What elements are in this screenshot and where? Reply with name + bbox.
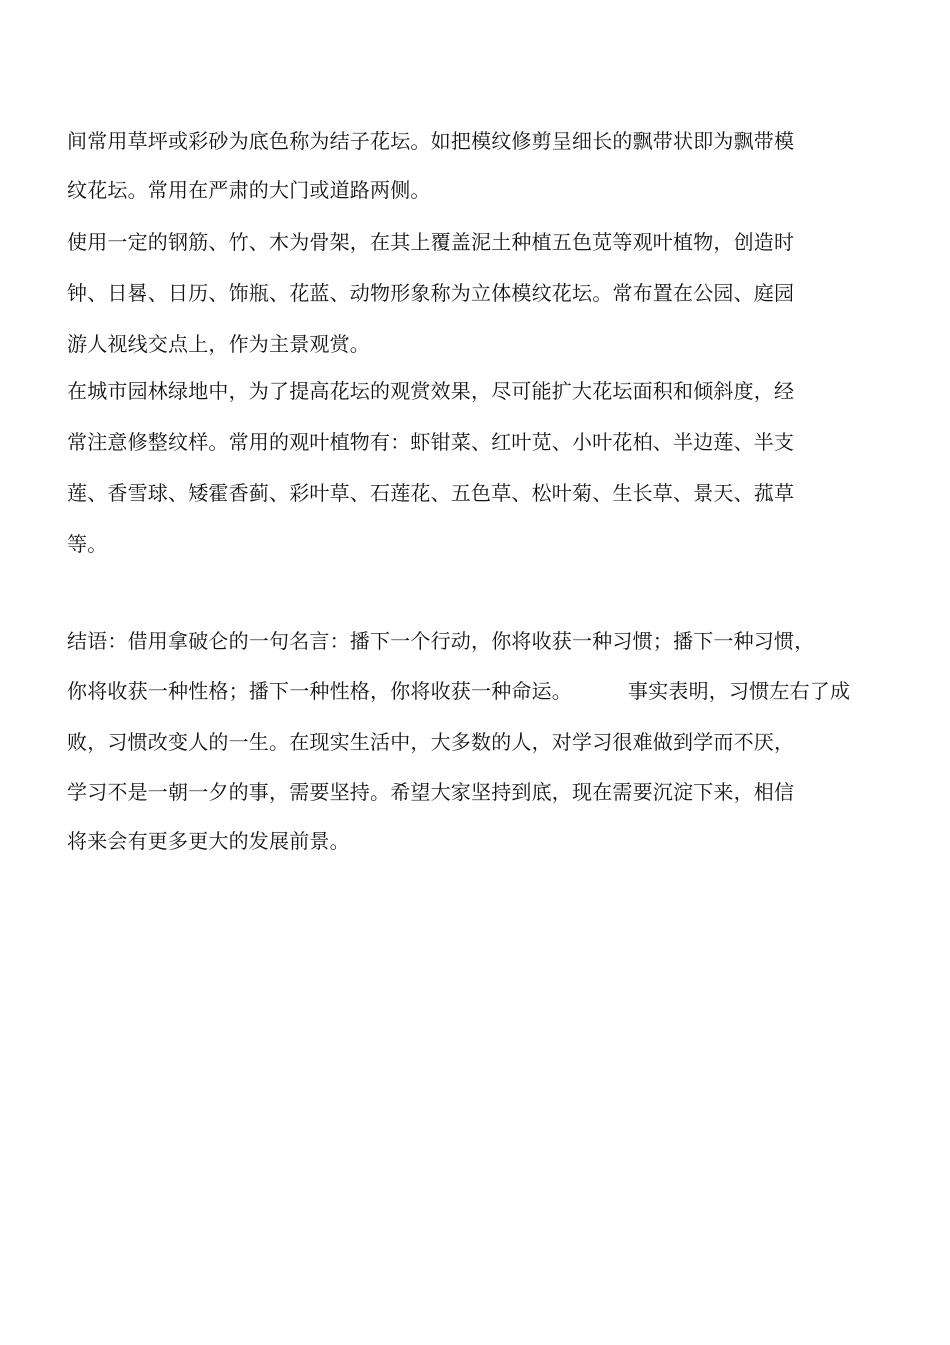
paragraph-2-line-3: 游人视线交点上，作为主景观赏。 [67,332,370,356]
paragraph-3-line-3: 莲、香雪球、矮霍香蓟、彩叶草、石莲花、五色草、松叶菊、生长草、景天、菰草 [67,481,795,505]
conclusion-line-3: 败，习惯改变人的一生。在现实生活中，大多数的人，对学习很难做到学而不厌， [67,730,795,754]
paragraph-3-line-2: 常注意修整纹样。常用的观叶植物有：虾钳菜、红叶苋、小叶花柏、半边莲、半支 [67,430,795,454]
conclusion-line-4: 学习不是一朝一夕的事，需要坚持。希望大家坚持到底，现在需要沉淀下来，相信 [67,780,795,804]
paragraph-2-line-2: 钟、日晷、日历、饰瓶、花蓝、动物形象称为立体模纹花坛。常布置在公园、庭园 [67,281,795,305]
paragraph-3-line-4: 等。 [67,532,108,556]
paragraph-1-line-2: 纹花坛。常用在严肃的大门或道路两侧。 [67,178,431,202]
conclusion-line-5: 将来会有更多更大的发展前景。 [67,829,350,853]
conclusion-line-2-part-1: 你将收获一种性格；播下一种性格，你将收获一种命运。 [67,679,572,703]
conclusion-line-1: 结语：借用拿破仑的一句名言：播下一个行动，你将收获一种习惯；播下一种习惯， [67,629,815,653]
paragraph-1-line-1: 间常用草坪或彩砂为底色称为结子花坛。如把模纹修剪呈细长的飘带状即为飘带模 [67,129,795,153]
conclusion-line-2-part-2: 事实表明，习惯左右了成 [628,679,851,703]
paragraph-3-line-1: 在城市园林绿地中，为了提高花坛的观赏效果，尽可能扩大花坛面积和倾斜度，经 [67,379,795,403]
conclusion-line-2 [67,677,850,705]
paragraph-2-line-1: 使用一定的钢筋、竹、木为骨架，在其上覆盖泥土种植五色苋等观叶植物，创造时 [67,230,795,254]
